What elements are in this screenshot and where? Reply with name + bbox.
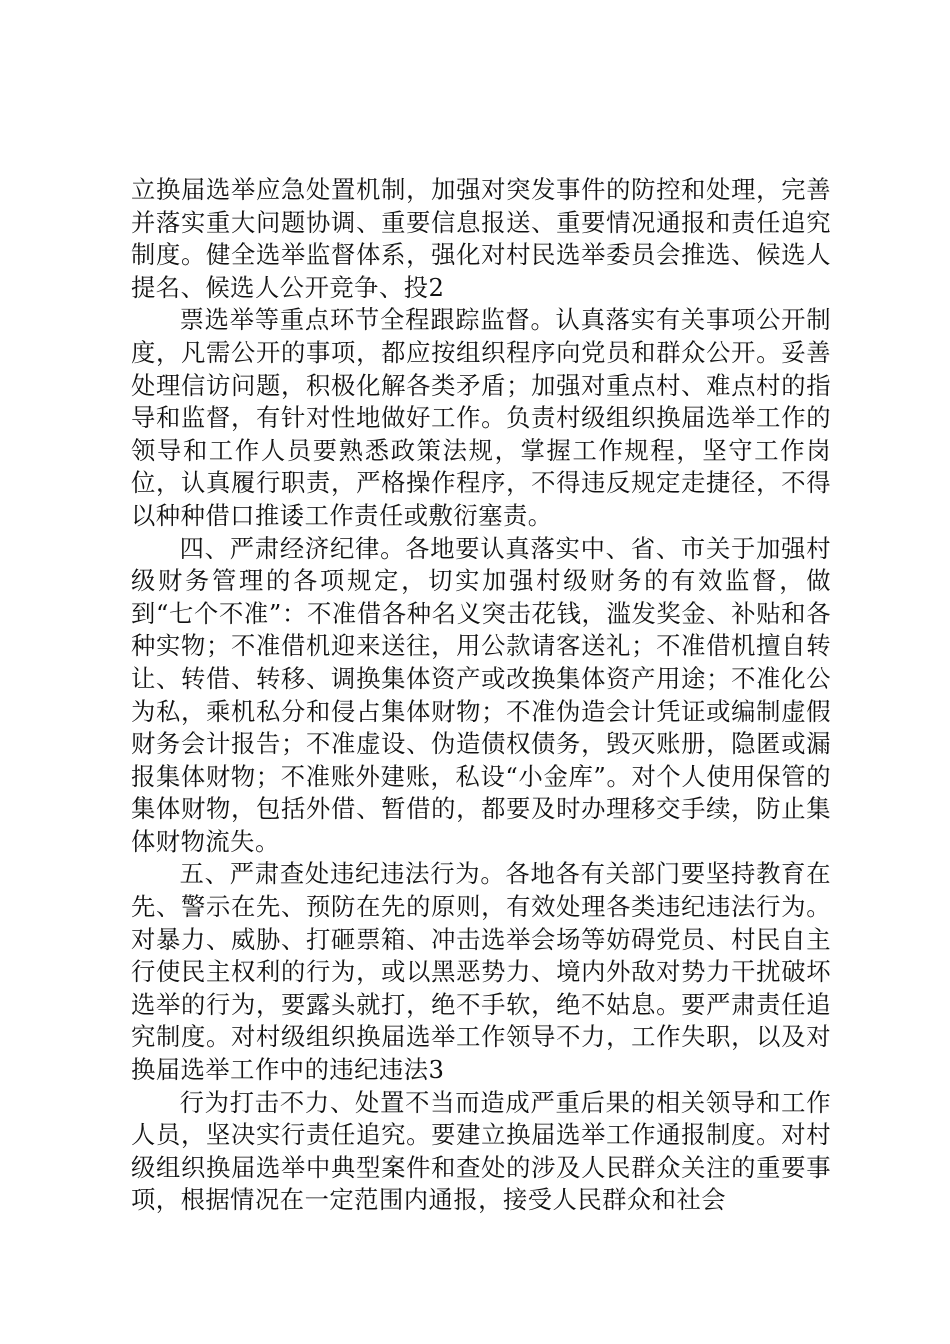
paragraph-1: 立换届选举应急处置机制，加强对突发事件的防控和处理，完善并落实重大问题协调、重要信息报送、重要情况通报和责任追究制度。健全选举监督体系，强化对村民选举委员会推选、候选人提名、候选人公开竞争、投2	[131, 175, 831, 302]
paragraph-4: 五、严肃查处违纪违法行为。各地各有关部门要坚持教育在先、警示在先、预防在先的原则，有效处理各类违纪违法行为。对暴力、威胁、打砸票箱、冲击选举会场等妨碍党员、村民自主行使民主权利的行为，或以黑恶势力、境内外敌对势力干扰破坏选举的行为，要露头就打，绝不手软，绝不姑息。要严肃责任追究制度。对村级组织换届选举工作领导不力，工作失职，以及对换届选举工作中的违纪违法3	[131, 859, 831, 1085]
paragraph-3: 四、严肃经济纪律。各地要认真落实中、省、市关于加强村级财务管理的各项规定，切实加强村级财务的有效监督，做到“七个不准”：不准借各种名义突击花钱，滥发奖金、补贴和各种实物；不准借机迎来送往，用公款请客送礼；不准借机擅自转让、转借、转移、调换集体资产或改换集体资产用途；不准化公为私，乘机私分和侵占集体财物；不准伪造会计凭证或编制虚假财务会计报告；不准虚设、伪造债权债务，毁灭账册，隐匿或漏报集体财物；不准账外建账，私设“小金库”。对个人使用保管的集体财物，包括外借、暂借的，都要及时办理移交手续，防止集体财物流失。	[131, 533, 831, 856]
document-body	[131, 174, 831, 1217]
paragraph-2: 票选举等重点环节全程跟踪监督。认真落实有关事项公开制度，凡需公开的事项，都应按组织程序向党员和群众公开。妥善处理信访问题，积极化解各类矛盾；加强对重点村、难点村的指导和监督，有针对性地做好工作。负责村级组织换届选举工作的领导和工作人员要熟悉政策法规，掌握工作规程，坚守工作岗位，认真履行职责，严格操作程序，不得违反规定走捷径，不得以种种借口推诿工作责任或敷衍塞责。	[131, 305, 831, 530]
paragraph-5: 行为打击不力、处置不当而造成严重后果的相关领导和工作人员，坚决实行责任追究。要建立换届选举工作通报制度。对村级组织换届选举中典型案件和查处的涉及人民群众关注的重要事项，根据情况在一定范围内通报，接受人民群众和社会	[131, 1087, 831, 1215]
